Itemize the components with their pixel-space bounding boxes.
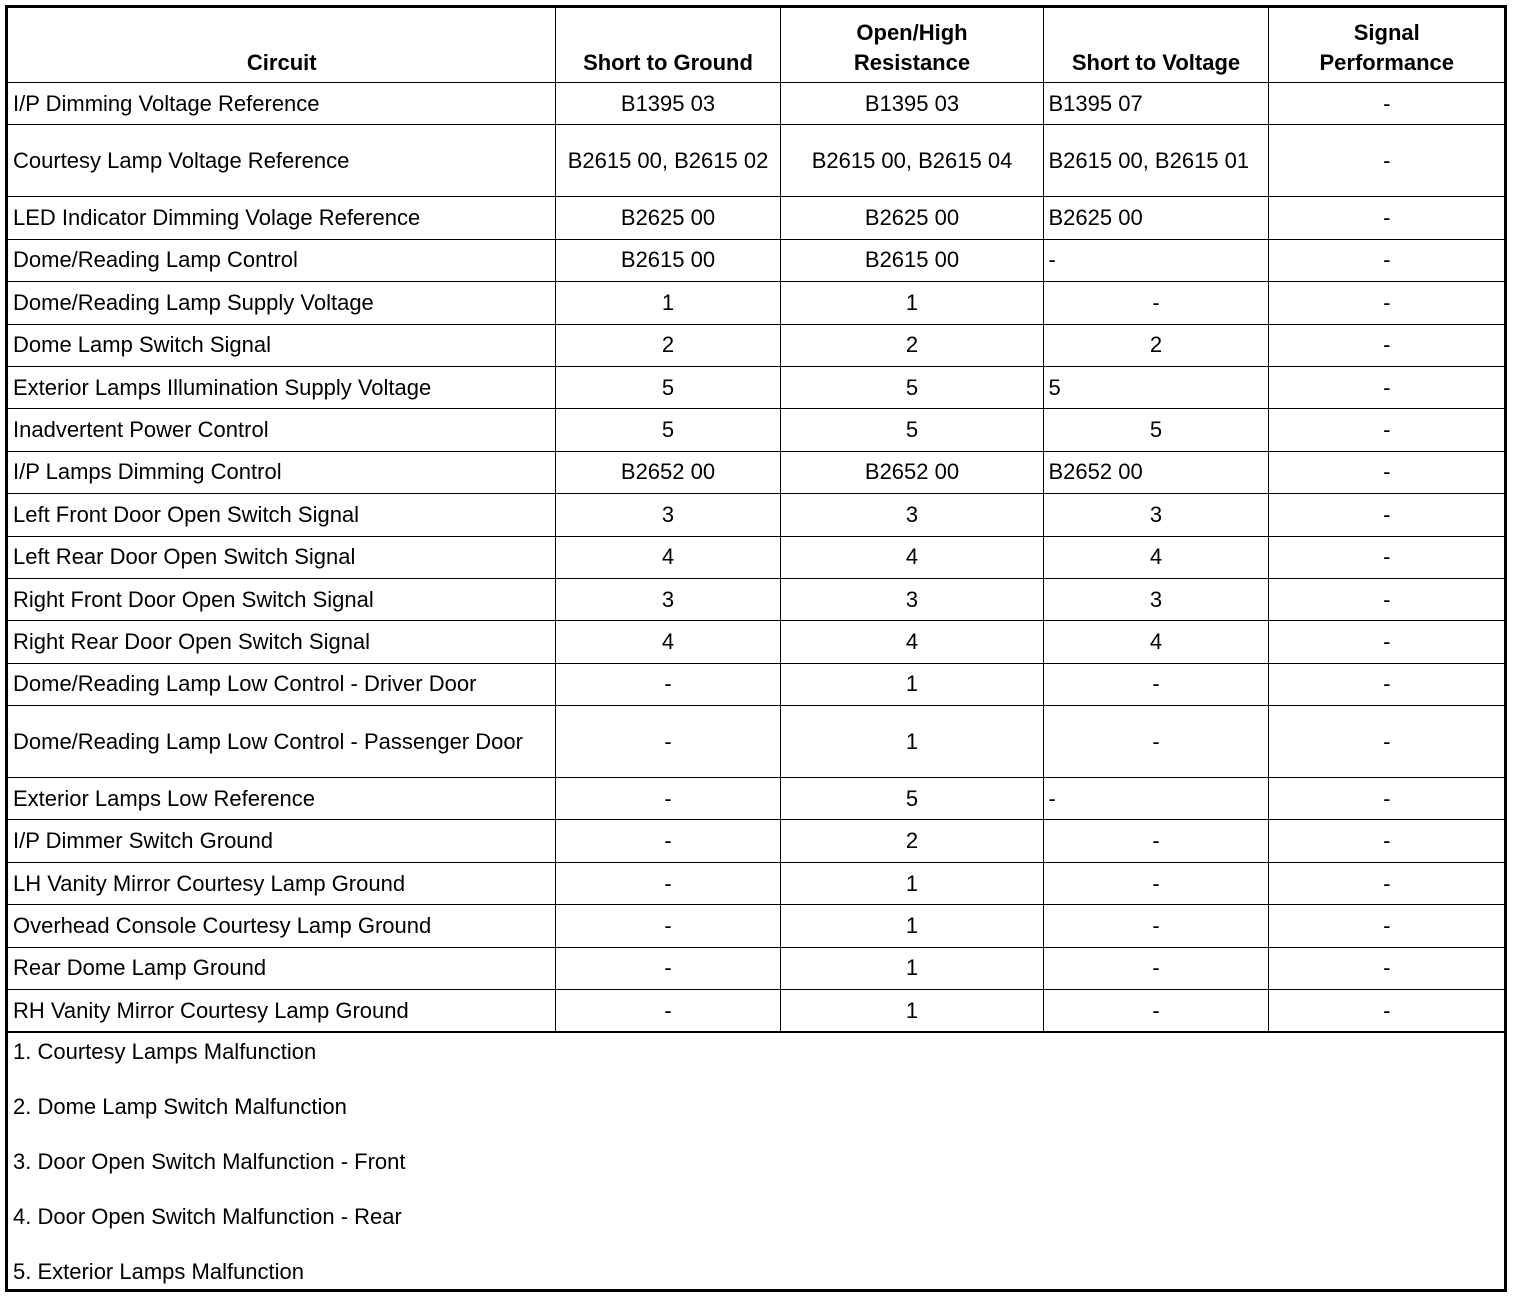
circuit-cell: RH Vanity Mirror Courtesy Lamp Ground: [8, 990, 555, 1032]
short-to-ground-cell: -: [555, 778, 780, 820]
table-row: [8, 820, 1504, 862]
signal-performance-cell: -: [1268, 663, 1504, 705]
short-to-ground-cell: B2615 00: [555, 239, 780, 281]
circuit-cell: Right Rear Door Open Switch Signal: [8, 621, 555, 663]
header-open-high-resistance: Open/High Resistance: [780, 8, 1043, 83]
footnote-4: 4. Door Open Switch Malfunction - Rear: [13, 1204, 402, 1230]
table-row: [8, 494, 1504, 536]
table-row: [8, 990, 1504, 1032]
short-to-ground-cell: B2615 00, B2615 02: [555, 125, 780, 197]
short-to-voltage-cell: 3: [1043, 494, 1268, 536]
short-to-ground-cell: -: [555, 706, 780, 778]
table-row: [8, 83, 1504, 125]
header-row: [8, 8, 1504, 83]
short-to-voltage-cell: -: [1043, 706, 1268, 778]
signal-performance-cell: -: [1268, 409, 1504, 451]
signal-performance-cell: -: [1268, 494, 1504, 536]
open-high-resistance-cell: 1: [780, 706, 1043, 778]
short-to-voltage-cell: -: [1043, 990, 1268, 1032]
short-to-ground-cell: B2625 00: [555, 197, 780, 239]
footnote-1: 1. Courtesy Lamps Malfunction: [13, 1039, 317, 1065]
footnote-5: 5. Exterior Lamps Malfunction: [13, 1259, 305, 1285]
signal-performance-cell: -: [1268, 706, 1504, 778]
footnote-2: 2. Dome Lamp Switch Malfunction: [13, 1094, 347, 1120]
open-high-resistance-cell: B1395 03: [780, 83, 1043, 125]
open-high-resistance-cell: 3: [780, 578, 1043, 620]
short-to-voltage-cell: B2615 00, B2615 01: [1043, 125, 1268, 197]
signal-performance-cell: -: [1268, 905, 1504, 947]
table-row: [8, 366, 1504, 408]
table-row: [8, 197, 1504, 239]
header-short-to-voltage: Short to Voltage: [1043, 8, 1268, 83]
table-row: [8, 578, 1504, 620]
table-row: [8, 239, 1504, 281]
short-to-ground-cell: 2: [555, 324, 780, 366]
signal-performance-cell: -: [1268, 366, 1504, 408]
table-row: [8, 451, 1504, 493]
short-to-ground-cell: -: [555, 990, 780, 1032]
header-signal-performance: Signal Performance: [1268, 8, 1504, 83]
open-high-resistance-cell: B2652 00: [780, 451, 1043, 493]
table-row: [8, 778, 1504, 820]
circuit-cell: Right Front Door Open Switch Signal: [8, 578, 555, 620]
signal-performance-cell: -: [1268, 536, 1504, 578]
circuit-cell: Dome/Reading Lamp Low Control - Passenger Door: [8, 706, 555, 778]
signal-performance-cell: -: [1268, 282, 1504, 324]
circuit-cell: I/P Lamps Dimming Control: [8, 451, 555, 493]
signal-performance-cell: -: [1268, 820, 1504, 862]
short-to-ground-cell: -: [555, 862, 780, 904]
open-high-resistance-cell: 2: [780, 820, 1043, 862]
signal-performance-cell: -: [1268, 778, 1504, 820]
open-high-resistance-cell: 2: [780, 324, 1043, 366]
short-to-ground-cell: 4: [555, 621, 780, 663]
signal-performance-cell: -: [1268, 451, 1504, 493]
short-to-voltage-cell: B1395 07: [1043, 83, 1268, 125]
circuit-cell: Dome Lamp Switch Signal: [8, 324, 555, 366]
circuit-cell: Dome/Reading Lamp Supply Voltage: [8, 282, 555, 324]
circuit-cell: I/P Dimming Voltage Reference: [8, 83, 555, 125]
short-to-voltage-cell: -: [1043, 778, 1268, 820]
short-to-voltage-cell: B2652 00: [1043, 451, 1268, 493]
table-row: [8, 905, 1504, 947]
open-high-resistance-cell: 5: [780, 409, 1043, 451]
short-to-ground-cell: B2652 00: [555, 451, 780, 493]
open-high-resistance-cell: 1: [780, 862, 1043, 904]
footnotes: [8, 1032, 1504, 1312]
short-to-voltage-cell: 5: [1043, 409, 1268, 451]
signal-performance-cell: -: [1268, 862, 1504, 904]
open-high-resistance-cell: B2615 00: [780, 239, 1043, 281]
table-row: [8, 621, 1504, 663]
table-row: [8, 409, 1504, 451]
short-to-ground-cell: 1: [555, 282, 780, 324]
table-row: [8, 706, 1504, 778]
short-to-voltage-cell: 3: [1043, 578, 1268, 620]
short-to-ground-cell: -: [555, 947, 780, 989]
open-high-resistance-cell: B2615 00, B2615 04: [780, 125, 1043, 197]
circuit-cell: Rear Dome Lamp Ground: [8, 947, 555, 989]
signal-performance-cell: -: [1268, 324, 1504, 366]
header-circuit: Circuit: [8, 8, 555, 83]
open-high-resistance-cell: B2625 00: [780, 197, 1043, 239]
circuit-cell: Exterior Lamps Illumination Supply Voltage: [8, 366, 555, 408]
open-high-resistance-cell: 1: [780, 905, 1043, 947]
open-high-resistance-cell: 4: [780, 621, 1043, 663]
footnote-3: 3. Door Open Switch Malfunction - Front: [13, 1149, 406, 1175]
signal-performance-cell: -: [1268, 947, 1504, 989]
short-to-ground-cell: 4: [555, 536, 780, 578]
table-row: [8, 125, 1504, 197]
signal-performance-cell: -: [1268, 990, 1504, 1032]
table-row: [8, 663, 1504, 705]
circuit-cell: Exterior Lamps Low Reference: [8, 778, 555, 820]
short-to-voltage-cell: 2: [1043, 324, 1268, 366]
circuit-cell: Dome/Reading Lamp Low Control - Driver Door: [8, 663, 555, 705]
circuit-cell: LH Vanity Mirror Courtesy Lamp Ground: [8, 862, 555, 904]
short-to-voltage-cell: -: [1043, 282, 1268, 324]
open-high-resistance-cell: 5: [780, 366, 1043, 408]
signal-performance-cell: -: [1268, 83, 1504, 125]
circuit-cell: Left Rear Door Open Switch Signal: [8, 536, 555, 578]
short-to-voltage-cell: -: [1043, 905, 1268, 947]
short-to-voltage-cell: -: [1043, 820, 1268, 862]
short-to-ground-cell: -: [555, 820, 780, 862]
circuit-cell: Inadvertent Power Control: [8, 409, 555, 451]
short-to-ground-cell: 3: [555, 578, 780, 620]
signal-performance-cell: -: [1268, 125, 1504, 197]
circuit-cell: LED Indicator Dimming Volage Reference: [8, 197, 555, 239]
short-to-voltage-cell: 4: [1043, 536, 1268, 578]
short-to-ground-cell: 5: [555, 409, 780, 451]
short-to-ground-cell: B1395 03: [555, 83, 780, 125]
short-to-voltage-cell: -: [1043, 862, 1268, 904]
circuit-table: [8, 8, 1504, 1032]
table-row: [8, 536, 1504, 578]
short-to-ground-cell: -: [555, 905, 780, 947]
open-high-resistance-cell: 1: [780, 663, 1043, 705]
short-to-ground-cell: 3: [555, 494, 780, 536]
short-to-voltage-cell: -: [1043, 663, 1268, 705]
table-row: [8, 324, 1504, 366]
circuit-cell: Left Front Door Open Switch Signal: [8, 494, 555, 536]
signal-performance-cell: -: [1268, 239, 1504, 281]
table-row: [8, 862, 1504, 904]
short-to-voltage-cell: 5: [1043, 366, 1268, 408]
short-to-voltage-cell: 4: [1043, 621, 1268, 663]
open-high-resistance-cell: 4: [780, 536, 1043, 578]
short-to-ground-cell: 5: [555, 366, 780, 408]
signal-performance-cell: -: [1268, 621, 1504, 663]
short-to-ground-cell: -: [555, 663, 780, 705]
header-short-to-ground: Short to Ground: [555, 8, 780, 83]
circuit-cell: Courtesy Lamp Voltage Reference: [8, 125, 555, 197]
circuit-cell: Dome/Reading Lamp Control: [8, 239, 555, 281]
table-row: [8, 282, 1504, 324]
open-high-resistance-cell: 5: [780, 778, 1043, 820]
signal-performance-cell: -: [1268, 578, 1504, 620]
open-high-resistance-cell: 1: [780, 947, 1043, 989]
dtc-symptom-table: [5, 5, 1507, 1292]
open-high-resistance-cell: 3: [780, 494, 1043, 536]
circuit-cell: Overhead Console Courtesy Lamp Ground: [8, 905, 555, 947]
short-to-voltage-cell: -: [1043, 239, 1268, 281]
open-high-resistance-cell: 1: [780, 282, 1043, 324]
circuit-cell: I/P Dimmer Switch Ground: [8, 820, 555, 862]
signal-performance-cell: -: [1268, 197, 1504, 239]
open-high-resistance-cell: 1: [780, 990, 1043, 1032]
table-row: [8, 947, 1504, 989]
short-to-voltage-cell: B2625 00: [1043, 197, 1268, 239]
short-to-voltage-cell: -: [1043, 947, 1268, 989]
